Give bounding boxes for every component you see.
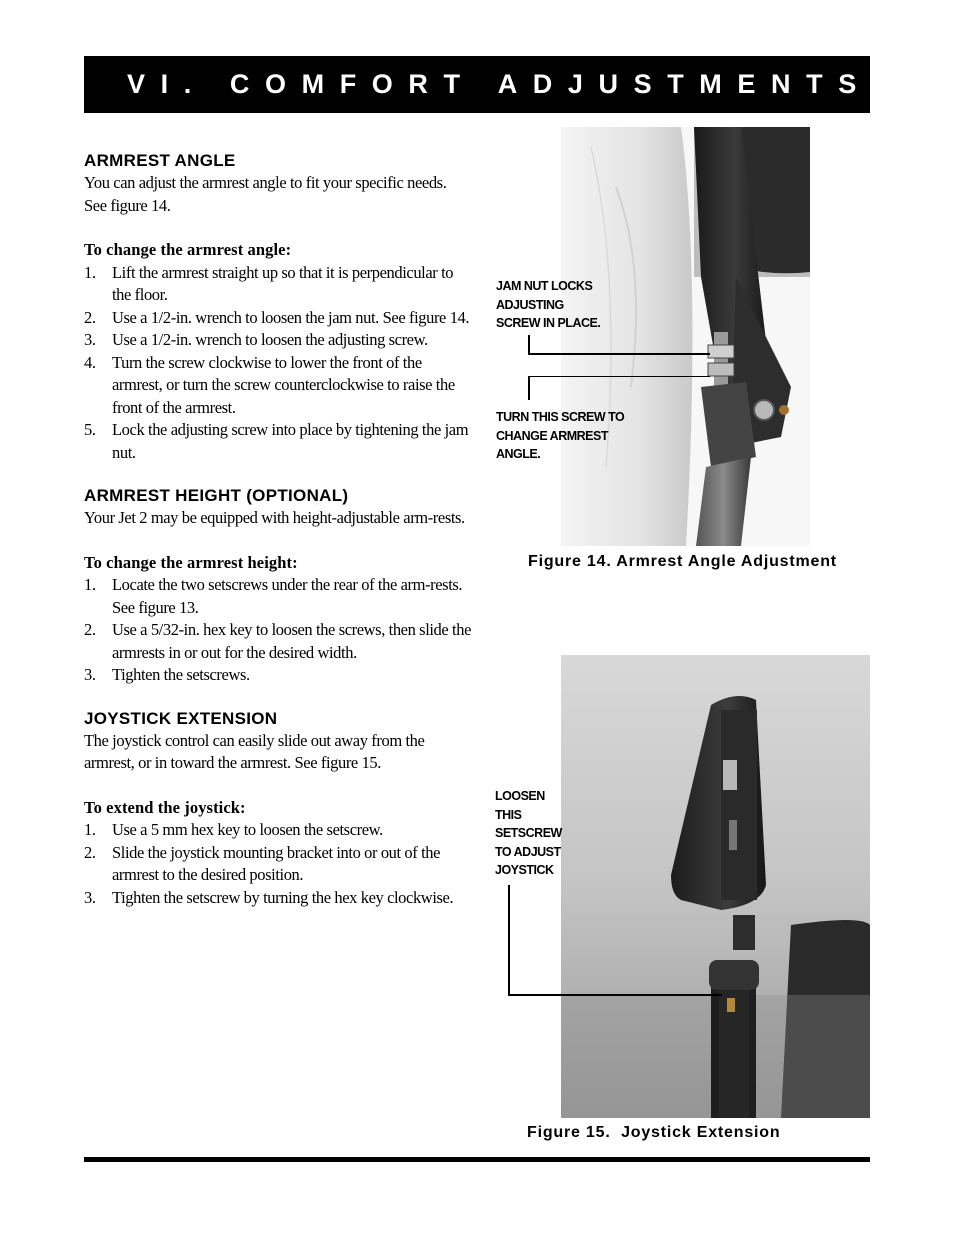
armrest-angle-intro: You can adjust the armrest angle to fit your specific needs. See figure 14. (84, 173, 447, 215)
list-item: 2. Slide the joystick mounting bracket into or out of the armrest to the desired position. (84, 842, 441, 884)
callout-leader-line (528, 376, 530, 400)
list-item: 2. Use a 5/32-in. hex key to loosen the screws, then slide the armrests in or out for the desired width. (84, 620, 472, 662)
section-title-banner (84, 56, 870, 113)
callout-leader-line (528, 335, 530, 355)
armrest-angle-photo (561, 127, 810, 546)
list-item: 4. Turn the screw clockwise to lower the front of the armrest, or turn the screw counterclockwise to raise the front of the armrest. (84, 352, 455, 417)
callout-leader-line (508, 994, 722, 996)
armrest-angle-steps (84, 262, 472, 465)
adjusting-screw-callout: TURN THIS SCREW TO CHANGE ARMREST ANGLE. (496, 410, 625, 461)
joystick-extension-subheading: To extend the joystick: (84, 797, 246, 817)
list-item: 5. Lock the adjusting screw into place by tightening the jam nut. (84, 420, 469, 462)
list-item: 3. Use a 1/2-in. wrench to loosen the adjusting screw. (84, 330, 428, 349)
armrest-angle-heading: ARMREST ANGLE (84, 151, 236, 170)
armrest-height-intro: Your Jet 2 may be equipped with height-adjustable arm-rests. (84, 508, 465, 527)
list-item: 3. Tighten the setscrews. (84, 665, 250, 684)
figure-15-caption: Figure 15. Joystick Extension (527, 1124, 781, 1141)
joystick-extension-intro: The joystick control can easily slide out away from the armrest, or in toward the armrest. See figure 15. (84, 730, 425, 772)
joystick-extension-heading: JOYSTICK EXTENSION (84, 708, 278, 728)
armrest-height-steps (84, 574, 472, 687)
setscrew-callout: LOOSEN THIS SETSCREW TO ADJUST JOYSTICK (495, 789, 562, 877)
jam-nut-callout: JAM NUT LOCKS ADJUSTING SCREW IN PLACE. (496, 279, 601, 330)
list-item: 1. Lift the armrest straight up so that it is perpendicular to the floor. (84, 262, 454, 304)
armrest-height-heading: ARMREST HEIGHT (OPTIONAL) (84, 486, 349, 505)
armrest-angle-subheading: To change the armrest angle: (84, 240, 292, 259)
list-item: 3. Tighten the setscrew by turning the hex key clockwise. (84, 887, 454, 907)
list-item: 2. Use a 1/2-in. wrench to loosen the jam nut. See figure 14. (84, 307, 470, 327)
footer-rule (84, 1157, 870, 1162)
callout-leader-line (528, 376, 710, 377)
list-item: 1. Locate the two setscrews under the rear of the arm-rests. See figure 13. (84, 575, 463, 617)
text-column (84, 150, 472, 909)
joystick-extension-steps (84, 819, 472, 909)
callout-leader-line (508, 885, 510, 996)
section-title: VI. COMFORT ADJUSTMENTS (127, 69, 872, 99)
armrest-height-subheading: To change the armrest height: (84, 552, 298, 572)
callout-leader-line (528, 353, 710, 355)
joystick-extension-photo (561, 655, 870, 1118)
list-item: 1. Use a 5 mm hex key to loosen the setscrew. (84, 820, 383, 839)
figure-14-caption: Figure 14. Armrest Angle Adjustment (528, 553, 837, 570)
